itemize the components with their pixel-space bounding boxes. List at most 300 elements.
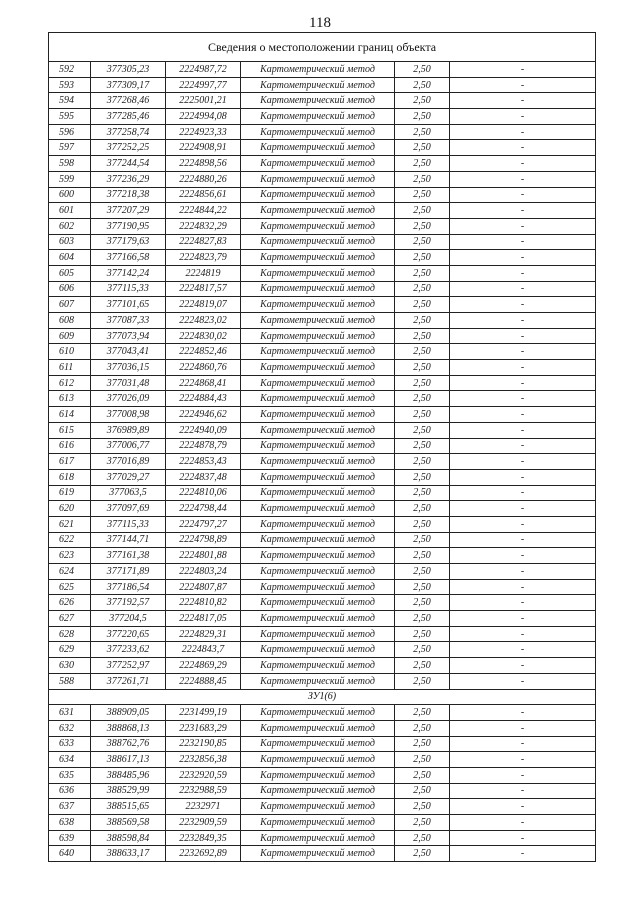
- method-cell: Картометрический метод: [241, 187, 395, 203]
- point-number-cell: 623: [49, 548, 91, 564]
- description-cell: -: [450, 830, 596, 846]
- coord-x-cell: 377142,24: [91, 265, 166, 281]
- coord-x-cell: 377006,77: [91, 438, 166, 454]
- coord-x-cell: 388515,65: [91, 799, 166, 815]
- coord-y-cell: 2224856,61: [166, 187, 241, 203]
- table-row: [49, 548, 596, 564]
- description-cell: -: [450, 815, 596, 831]
- coord-x-cell: 377161,38: [91, 548, 166, 564]
- table-row: [49, 469, 596, 485]
- accuracy-cell: 2,50: [395, 140, 450, 156]
- accuracy-cell: 2,50: [395, 391, 450, 407]
- description-cell: -: [450, 548, 596, 564]
- accuracy-cell: 2,50: [395, 313, 450, 329]
- description-cell: -: [450, 736, 596, 752]
- coord-y-cell: 2232971: [166, 799, 241, 815]
- coord-x-cell: 377190,95: [91, 218, 166, 234]
- table-row: [49, 109, 596, 125]
- table-row: [49, 171, 596, 187]
- coord-x-cell: 388485,96: [91, 767, 166, 783]
- coord-x-cell: 377166,58: [91, 250, 166, 266]
- method-cell: Картометрический метод: [241, 532, 395, 548]
- description-cell: -: [450, 516, 596, 532]
- description-cell: -: [450, 109, 596, 125]
- point-number-cell: 640: [49, 846, 91, 862]
- coord-y-cell: 2224823,79: [166, 250, 241, 266]
- accuracy-cell: 2,50: [395, 93, 450, 109]
- coord-y-cell: 2224853,43: [166, 454, 241, 470]
- point-number-cell: 588: [49, 673, 91, 689]
- coord-y-cell: 2224997,77: [166, 77, 241, 93]
- point-number-cell: 618: [49, 469, 91, 485]
- coord-x-cell: 388529,99: [91, 783, 166, 799]
- coord-y-cell: 2232856,38: [166, 752, 241, 768]
- coord-y-cell: 2224868,41: [166, 375, 241, 391]
- coord-x-cell: 377268,46: [91, 93, 166, 109]
- description-cell: -: [450, 705, 596, 721]
- accuracy-cell: 2,50: [395, 344, 450, 360]
- method-cell: Картометрический метод: [241, 485, 395, 501]
- coord-y-cell: 2224869,29: [166, 658, 241, 674]
- table-row: [49, 391, 596, 407]
- accuracy-cell: 2,50: [395, 516, 450, 532]
- coord-y-cell: 2231499,19: [166, 705, 241, 721]
- point-number-cell: 630: [49, 658, 91, 674]
- accuracy-cell: 2,50: [395, 705, 450, 721]
- accuracy-cell: 2,50: [395, 360, 450, 376]
- accuracy-cell: 2,50: [395, 783, 450, 799]
- method-cell: Картометрический метод: [241, 391, 395, 407]
- coord-x-cell: 377220,65: [91, 626, 166, 642]
- method-cell: Картометрический метод: [241, 360, 395, 376]
- accuracy-cell: 2,50: [395, 611, 450, 627]
- table-row: [49, 830, 596, 846]
- point-number-cell: 625: [49, 579, 91, 595]
- coord-x-cell: 388909,05: [91, 705, 166, 721]
- coord-x-cell: 388598,84: [91, 830, 166, 846]
- accuracy-cell: 2,50: [395, 469, 450, 485]
- method-cell: Картометрический метод: [241, 297, 395, 313]
- coord-y-cell: 2224908,91: [166, 140, 241, 156]
- coord-x-cell: 377207,29: [91, 203, 166, 219]
- point-number-cell: 600: [49, 187, 91, 203]
- accuracy-cell: 2,50: [395, 846, 450, 862]
- table-row: [49, 705, 596, 721]
- point-number-cell: 634: [49, 752, 91, 768]
- description-cell: -: [450, 799, 596, 815]
- method-cell: Картометрический метод: [241, 815, 395, 831]
- coord-y-cell: 2224946,62: [166, 407, 241, 423]
- coord-y-cell: 2231683,29: [166, 720, 241, 736]
- table-row: [49, 454, 596, 470]
- method-cell: Картометрический метод: [241, 799, 395, 815]
- method-cell: Картометрический метод: [241, 171, 395, 187]
- coord-x-cell: 377063,5: [91, 485, 166, 501]
- accuracy-cell: 2,50: [395, 171, 450, 187]
- point-number-cell: 637: [49, 799, 91, 815]
- accuracy-cell: 2,50: [395, 579, 450, 595]
- accuracy-cell: 2,50: [395, 218, 450, 234]
- accuracy-cell: 2,50: [395, 62, 450, 78]
- accuracy-cell: 2,50: [395, 234, 450, 250]
- coord-x-cell: 377236,29: [91, 171, 166, 187]
- accuracy-cell: 2,50: [395, 830, 450, 846]
- coord-x-cell: 377016,89: [91, 454, 166, 470]
- point-number-cell: 631: [49, 705, 91, 721]
- method-cell: Картометрический метод: [241, 140, 395, 156]
- description-cell: -: [450, 313, 596, 329]
- accuracy-cell: 2,50: [395, 642, 450, 658]
- method-cell: Картометрический метод: [241, 469, 395, 485]
- table-row: [49, 611, 596, 627]
- table-row: [49, 485, 596, 501]
- accuracy-cell: 2,50: [395, 250, 450, 266]
- coord-x-cell: 377192,57: [91, 595, 166, 611]
- accuracy-cell: 2,50: [395, 265, 450, 281]
- table-row: [49, 752, 596, 768]
- point-number-cell: 617: [49, 454, 91, 470]
- point-number-cell: 636: [49, 783, 91, 799]
- description-cell: -: [450, 720, 596, 736]
- description-cell: -: [450, 626, 596, 642]
- method-cell: Картометрический метод: [241, 234, 395, 250]
- coord-y-cell: 2232692,89: [166, 846, 241, 862]
- method-cell: Картометрический метод: [241, 830, 395, 846]
- coord-y-cell: 2224898,56: [166, 156, 241, 172]
- coord-y-cell: 2224810,06: [166, 485, 241, 501]
- method-cell: Картометрический метод: [241, 62, 395, 78]
- table-row: [49, 281, 596, 297]
- description-cell: -: [450, 658, 596, 674]
- point-number-cell: 601: [49, 203, 91, 219]
- description-cell: -: [450, 783, 596, 799]
- coord-x-cell: 377218,38: [91, 187, 166, 203]
- method-cell: Картометрический метод: [241, 313, 395, 329]
- coord-x-cell: 377179,63: [91, 234, 166, 250]
- point-number-cell: 638: [49, 815, 91, 831]
- description-cell: -: [450, 77, 596, 93]
- description-cell: -: [450, 250, 596, 266]
- coord-x-cell: 377171,89: [91, 564, 166, 580]
- point-number-cell: 621: [49, 516, 91, 532]
- description-cell: -: [450, 140, 596, 156]
- accuracy-cell: 2,50: [395, 281, 450, 297]
- coord-y-cell: 2224940,09: [166, 422, 241, 438]
- method-cell: Картометрический метод: [241, 595, 395, 611]
- coord-y-cell: 2224923,33: [166, 124, 241, 140]
- point-number-cell: 628: [49, 626, 91, 642]
- coord-y-cell: 2224843,7: [166, 642, 241, 658]
- coord-y-cell: 2224830,02: [166, 328, 241, 344]
- description-cell: -: [450, 501, 596, 517]
- coord-x-cell: 377261,71: [91, 673, 166, 689]
- table-row: [49, 407, 596, 423]
- accuracy-cell: 2,50: [395, 752, 450, 768]
- table-row: [49, 187, 596, 203]
- method-cell: Картометрический метод: [241, 454, 395, 470]
- point-number-cell: 626: [49, 595, 91, 611]
- coord-x-cell: 377115,33: [91, 516, 166, 532]
- method-cell: Картометрический метод: [241, 579, 395, 595]
- table-row: [49, 815, 596, 831]
- description-cell: -: [450, 611, 596, 627]
- coord-y-cell: 2225001,21: [166, 93, 241, 109]
- coord-y-cell: 2224810,82: [166, 595, 241, 611]
- coord-y-cell: 2224878,79: [166, 438, 241, 454]
- point-number-cell: 611: [49, 360, 91, 376]
- method-cell: Картометрический метод: [241, 265, 395, 281]
- point-number-cell: 627: [49, 611, 91, 627]
- table-row: [49, 234, 596, 250]
- coord-y-cell: 2224817,57: [166, 281, 241, 297]
- coord-x-cell: 377252,97: [91, 658, 166, 674]
- coord-y-cell: 2224819,07: [166, 297, 241, 313]
- coord-x-cell: 388633,17: [91, 846, 166, 862]
- point-number-cell: 599: [49, 171, 91, 187]
- table-row: [49, 77, 596, 93]
- accuracy-cell: 2,50: [395, 328, 450, 344]
- accuracy-cell: 2,50: [395, 187, 450, 203]
- description-cell: -: [450, 360, 596, 376]
- description-cell: -: [450, 328, 596, 344]
- coord-y-cell: 2224817,05: [166, 611, 241, 627]
- coord-y-cell: 2224884,43: [166, 391, 241, 407]
- coord-x-cell: 377244,54: [91, 156, 166, 172]
- method-cell: Картометрический метод: [241, 422, 395, 438]
- coord-y-cell: 2224827,83: [166, 234, 241, 250]
- coord-y-cell: 2224987,72: [166, 62, 241, 78]
- table-row: [49, 658, 596, 674]
- accuracy-cell: 2,50: [395, 548, 450, 564]
- coord-x-cell: 377252,25: [91, 140, 166, 156]
- description-cell: -: [450, 234, 596, 250]
- coord-y-cell: 2224832,29: [166, 218, 241, 234]
- point-number-cell: 602: [49, 218, 91, 234]
- method-cell: Картометрический метод: [241, 767, 395, 783]
- description-cell: -: [450, 579, 596, 595]
- coord-y-cell: 2224888,45: [166, 673, 241, 689]
- coord-x-cell: 377043,41: [91, 344, 166, 360]
- accuracy-cell: 2,50: [395, 767, 450, 783]
- method-cell: Картометрический метод: [241, 109, 395, 125]
- boundary-coordinates-table: [48, 32, 596, 862]
- point-number-cell: 593: [49, 77, 91, 93]
- accuracy-cell: 2,50: [395, 736, 450, 752]
- method-cell: Картометрический метод: [241, 438, 395, 454]
- coord-x-cell: 377186,54: [91, 579, 166, 595]
- method-cell: Картометрический метод: [241, 846, 395, 862]
- point-number-cell: 598: [49, 156, 91, 172]
- coord-x-cell: 388762,76: [91, 736, 166, 752]
- table-row: [49, 360, 596, 376]
- method-cell: Картометрический метод: [241, 736, 395, 752]
- coord-y-cell: 2224798,89: [166, 532, 241, 548]
- description-cell: -: [450, 469, 596, 485]
- coord-y-cell: 2232190,85: [166, 736, 241, 752]
- table-row: [49, 250, 596, 266]
- accuracy-cell: 2,50: [395, 77, 450, 93]
- table-row: [49, 720, 596, 736]
- method-cell: Картометрический метод: [241, 564, 395, 580]
- coord-x-cell: 377309,17: [91, 77, 166, 93]
- table-row: [49, 124, 596, 140]
- coord-x-cell: 377204,5: [91, 611, 166, 627]
- point-number-cell: 613: [49, 391, 91, 407]
- method-cell: Картометрический метод: [241, 156, 395, 172]
- coord-x-cell: 377036,15: [91, 360, 166, 376]
- coord-y-cell: 2224860,76: [166, 360, 241, 376]
- description-cell: -: [450, 438, 596, 454]
- coord-y-cell: 2224852,46: [166, 344, 241, 360]
- accuracy-cell: 2,50: [395, 109, 450, 125]
- method-cell: Картометрический метод: [241, 77, 395, 93]
- method-cell: Картометрический метод: [241, 516, 395, 532]
- table-row: [49, 297, 596, 313]
- description-cell: -: [450, 391, 596, 407]
- coord-y-cell: 2232849,35: [166, 830, 241, 846]
- page-number: 118: [309, 15, 331, 31]
- point-number-cell: 622: [49, 532, 91, 548]
- coord-y-cell: 2224801,88: [166, 548, 241, 564]
- description-cell: -: [450, 187, 596, 203]
- description-cell: -: [450, 422, 596, 438]
- section-label: ЗУ1(6): [49, 689, 596, 705]
- table-row: [49, 673, 596, 689]
- coord-x-cell: 376989,89: [91, 422, 166, 438]
- method-cell: Картометрический метод: [241, 673, 395, 689]
- point-number-cell: 605: [49, 265, 91, 281]
- table-row: [49, 203, 596, 219]
- coord-x-cell: 377101,65: [91, 297, 166, 313]
- point-number-cell: 609: [49, 328, 91, 344]
- coord-x-cell: 388868,13: [91, 720, 166, 736]
- table-row: [49, 156, 596, 172]
- point-number-cell: 594: [49, 93, 91, 109]
- table-row: [49, 313, 596, 329]
- description-cell: -: [450, 564, 596, 580]
- coord-y-cell: 2224803,24: [166, 564, 241, 580]
- table-row: [49, 265, 596, 281]
- accuracy-cell: 2,50: [395, 407, 450, 423]
- coord-x-cell: 377087,33: [91, 313, 166, 329]
- table-row: [49, 438, 596, 454]
- point-number-cell: 607: [49, 297, 91, 313]
- coord-x-cell: 388569,58: [91, 815, 166, 831]
- accuracy-cell: 2,50: [395, 815, 450, 831]
- description-cell: -: [450, 673, 596, 689]
- description-cell: -: [450, 93, 596, 109]
- accuracy-cell: 2,50: [395, 658, 450, 674]
- accuracy-cell: 2,50: [395, 454, 450, 470]
- table-row: [49, 501, 596, 517]
- description-cell: -: [450, 752, 596, 768]
- table-row: [49, 767, 596, 783]
- description-cell: -: [450, 124, 596, 140]
- method-cell: Картометрический метод: [241, 720, 395, 736]
- table-row: [49, 140, 596, 156]
- table-title-row: [49, 33, 596, 62]
- coord-y-cell: 2232920,59: [166, 767, 241, 783]
- method-cell: Картометрический метод: [241, 328, 395, 344]
- method-cell: Картометрический метод: [241, 626, 395, 642]
- method-cell: Картометрический метод: [241, 783, 395, 799]
- coord-y-cell: 2224819: [166, 265, 241, 281]
- method-cell: Картометрический метод: [241, 548, 395, 564]
- accuracy-cell: 2,50: [395, 375, 450, 391]
- point-number-cell: 597: [49, 140, 91, 156]
- accuracy-cell: 2,50: [395, 501, 450, 517]
- description-cell: -: [450, 171, 596, 187]
- description-cell: -: [450, 454, 596, 470]
- point-number-cell: 610: [49, 344, 91, 360]
- coord-x-cell: 377233,62: [91, 642, 166, 658]
- coord-x-cell: 377008,98: [91, 407, 166, 423]
- coord-x-cell: 377285,46: [91, 109, 166, 125]
- accuracy-cell: 2,50: [395, 438, 450, 454]
- table-row: [49, 328, 596, 344]
- table-row: [49, 532, 596, 548]
- accuracy-cell: 2,50: [395, 297, 450, 313]
- method-cell: Картометрический метод: [241, 407, 395, 423]
- description-cell: -: [450, 281, 596, 297]
- accuracy-cell: 2,50: [395, 720, 450, 736]
- coord-y-cell: 2224798,44: [166, 501, 241, 517]
- point-number-cell: 635: [49, 767, 91, 783]
- accuracy-cell: 2,50: [395, 124, 450, 140]
- table-title: Сведения о местоположении границ объекта: [49, 33, 596, 62]
- coord-x-cell: 377026,09: [91, 391, 166, 407]
- accuracy-cell: 2,50: [395, 532, 450, 548]
- accuracy-cell: 2,50: [395, 626, 450, 642]
- description-cell: -: [450, 642, 596, 658]
- method-cell: Картометрический метод: [241, 375, 395, 391]
- coord-y-cell: 2224844,22: [166, 203, 241, 219]
- point-number-cell: 632: [49, 720, 91, 736]
- coord-y-cell: 2232988,59: [166, 783, 241, 799]
- method-cell: Картометрический метод: [241, 658, 395, 674]
- section-row: [49, 689, 596, 705]
- coord-x-cell: 377073,94: [91, 328, 166, 344]
- description-cell: -: [450, 265, 596, 281]
- coord-y-cell: 2224797,27: [166, 516, 241, 532]
- description-cell: -: [450, 595, 596, 611]
- table-row: [49, 642, 596, 658]
- coord-y-cell: 2232909,59: [166, 815, 241, 831]
- point-number-cell: 616: [49, 438, 91, 454]
- point-number-cell: 604: [49, 250, 91, 266]
- method-cell: Картометрический метод: [241, 501, 395, 517]
- table-row: [49, 344, 596, 360]
- accuracy-cell: 2,50: [395, 203, 450, 219]
- description-cell: -: [450, 407, 596, 423]
- table-row: [49, 626, 596, 642]
- accuracy-cell: 2,50: [395, 673, 450, 689]
- point-number-cell: 612: [49, 375, 91, 391]
- table-row: [49, 846, 596, 862]
- method-cell: Картометрический метод: [241, 93, 395, 109]
- accuracy-cell: 2,50: [395, 422, 450, 438]
- description-cell: -: [450, 375, 596, 391]
- point-number-cell: 615: [49, 422, 91, 438]
- table-row: [49, 564, 596, 580]
- description-cell: -: [450, 846, 596, 862]
- description-cell: -: [450, 297, 596, 313]
- method-cell: Картометрический метод: [241, 611, 395, 627]
- accuracy-cell: 2,50: [395, 799, 450, 815]
- description-cell: -: [450, 156, 596, 172]
- method-cell: Картометрический метод: [241, 218, 395, 234]
- accuracy-cell: 2,50: [395, 564, 450, 580]
